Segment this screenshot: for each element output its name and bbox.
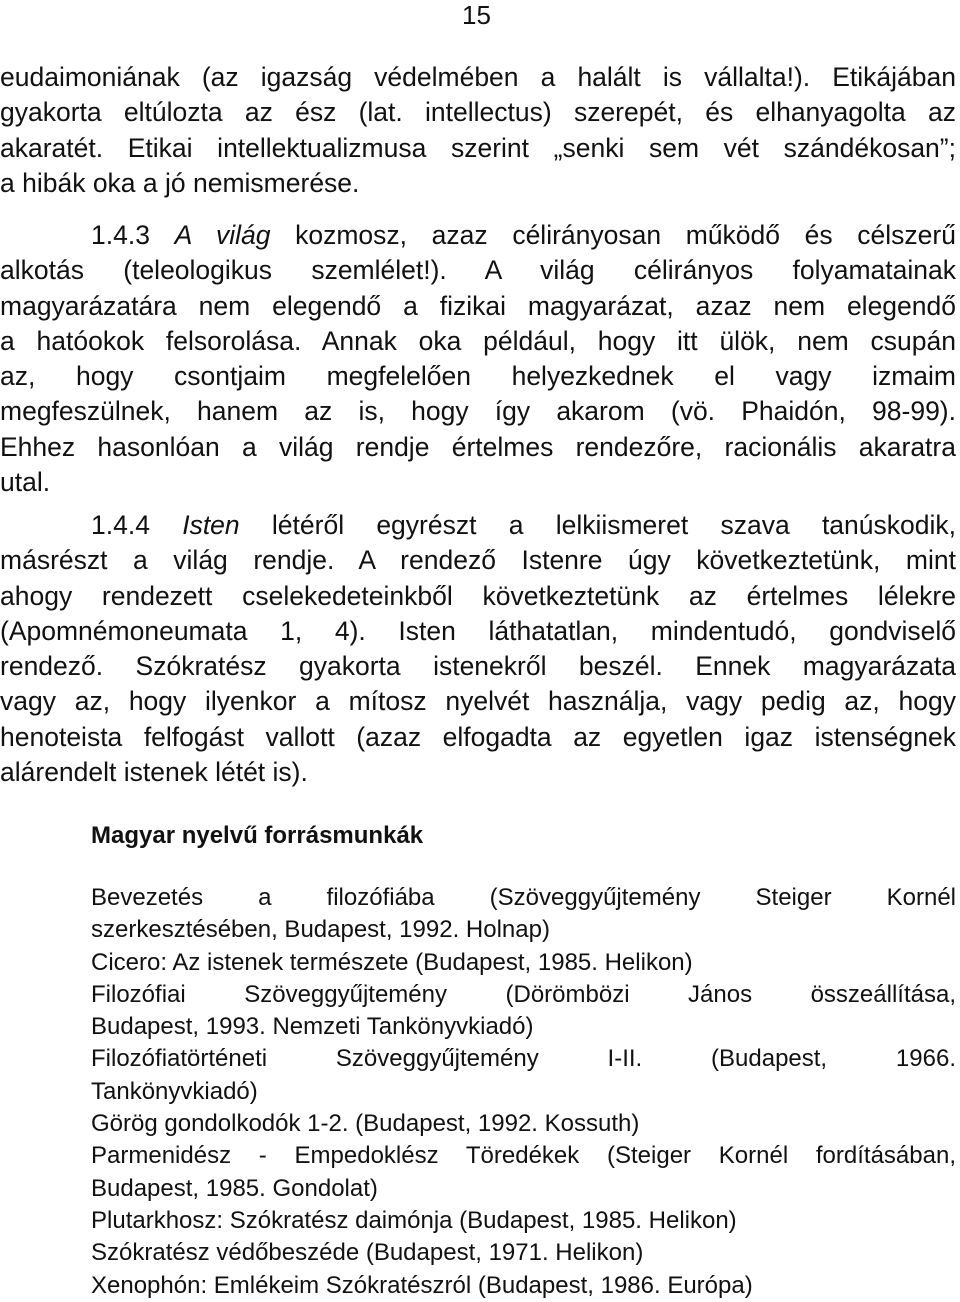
text-line — [0, 508, 956, 543]
section-title: A világ — [174, 220, 271, 250]
text-line: vagy az, hogy ilyenkor a mítosz nyelvét használja, vagy pedig az, hogy — [0, 686, 956, 717]
section-number: 1.4.3 — [91, 220, 150, 250]
text-line: az, hogy csontjaim megfelelően helyezkednek el vagy izmaim — [0, 361, 956, 392]
text-line: gyakorta eltúlozta az ész (lat. intellectus) szerepét, és elhanyagolta az — [0, 97, 956, 128]
source-line: Szókratész védőbeszéde (Budapest, 1971. Helikon) — [91, 1239, 644, 1267]
text-line: megfeszülnek, hanem az is, hogy így akarom (vö. Phaidón, 98-99). — [0, 396, 956, 427]
source-item — [91, 1043, 956, 1108]
text-line: magyarázatára nem elegendő a fizikai magyarázat, azaz nem elegendő — [0, 290, 956, 321]
source-line: Bevezetés a filozófiába (Szöveggyűjtemény Steiger Kornél — [91, 884, 956, 911]
text-line: ahogy rendezett cselekedeteinkből következtetünk az értelmes lélekre — [0, 580, 956, 611]
source-line: Tankönyvkiadó) — [91, 1077, 258, 1105]
paragraph-eudaimonia — [0, 60, 956, 201]
source-line: szerkesztésében, Budapest, 1992. Holnap) — [91, 916, 550, 944]
source-line: Parmenidész - Empedoklész Töredékek (Steiger Kornél fordításában, — [91, 1142, 956, 1170]
text-fragment: kozmosz, azaz célirányosan működő és célszerű — [270, 220, 956, 250]
text-line: akaratét. Etikai intellektualizmusa szerint „senki sem vét szándékosan”; — [0, 132, 956, 163]
source-item — [91, 947, 956, 979]
text-line: a hatóokok felsorolása. Annak oka például, hogy itt ülök, nem csupán — [0, 325, 956, 356]
source-item — [91, 979, 956, 1044]
text-line: alkotás (teleologikus szemlélet!). A világ célirányos folyamatainak — [0, 255, 956, 286]
source-item — [91, 882, 956, 947]
text-line: a hibák oka a jó nemismerése. — [0, 167, 360, 198]
text-line: másrészt a világ rendje. A rendező Istenre úgy következtetünk, mint — [0, 545, 956, 576]
page-number: 15 — [462, 0, 491, 30]
source-line: Cicero: Az istenek természete (Budapest, 1985. Helikon) — [91, 948, 693, 976]
paragraph-world-teleology — [0, 218, 956, 500]
source-line: Xenophón: Emlékeim Szókratészról (Budapest, 1986. Európa) — [91, 1271, 753, 1299]
text-fragment: létéről egyrészt a lelkiismeret szava tanúskodik, — [239, 510, 956, 540]
source-line: Görög gondolkodók 1-2. (Budapest, 1992. Kossuth) — [91, 1110, 640, 1138]
text-line: eudaimoniának (az igazság védelmében a halált is vállalta!). Etikájában — [0, 62, 956, 92]
source-line: Budapest, 1993. Nemzeti Tankönyvkiadó) — [91, 1013, 534, 1041]
sources-heading: Magyar nyelvű forrásmunkák — [91, 822, 424, 849]
section-title: Isten — [182, 510, 240, 540]
source-item — [91, 1140, 956, 1205]
text-line — [0, 218, 956, 253]
source-line: Filozófiai Szöveggyűjtemény (Dörömbözi János összeállítása, — [91, 980, 956, 1008]
text-line: (Apomnémoneumata 1, 4). Isten láthatatlan, mindentudó, gondviselő — [0, 615, 956, 646]
text-line: alárendelt istenek létét is). — [0, 757, 308, 788]
text-line: utal. — [0, 467, 51, 498]
source-line: Filozófiatörténeti Szöveggyűjtemény I-II. (Budapest, 1966. — [91, 1045, 956, 1073]
source-item — [91, 1108, 956, 1140]
source-line: Plutarkhosz: Szókratész daimónja (Budapest, 1985. Helikon) — [91, 1206, 737, 1234]
source-item — [91, 1237, 956, 1269]
source-line: Budapest, 1985. Gondolat) — [91, 1174, 378, 1202]
sources-list — [91, 882, 956, 1302]
text-line: rendező. Szókratész gyakorta istenekről beszél. Ennek magyarázata — [0, 651, 956, 682]
text-line: henoteista felfogást vallott (azaz elfogadta az egyetlen igaz istenségnek — [0, 721, 956, 752]
source-item — [91, 1270, 956, 1302]
paragraph-god — [0, 508, 956, 790]
text-line: Ehhez hasonlóan a világ rendje értelmes rendezőre, racionális akaratra — [0, 431, 956, 462]
source-item — [91, 1205, 956, 1237]
section-number: 1.4.4 — [91, 510, 150, 540]
